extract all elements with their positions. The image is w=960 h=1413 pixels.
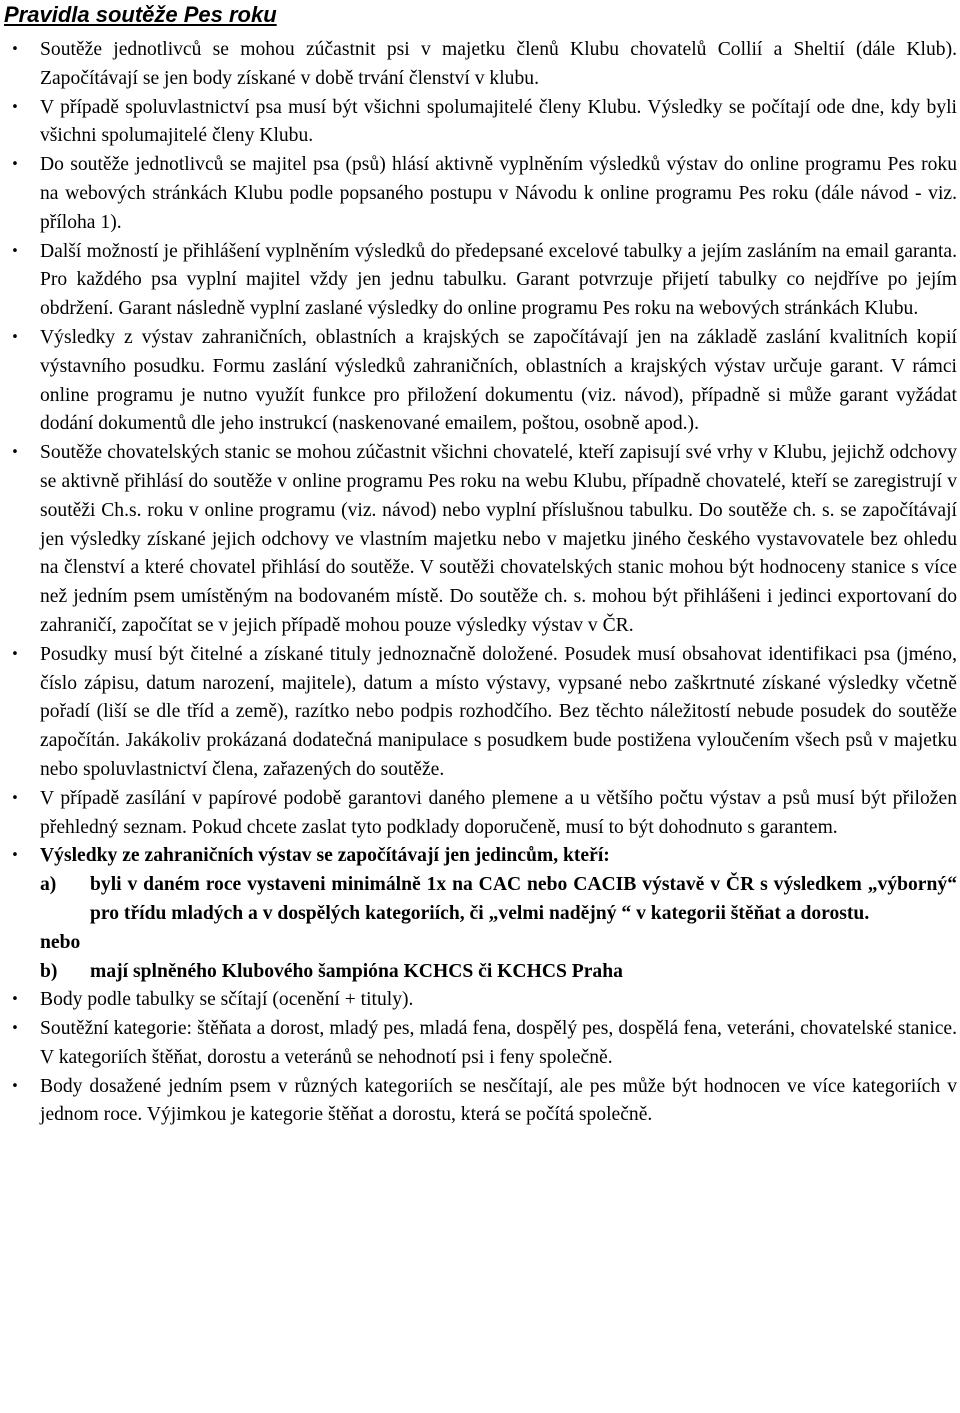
condition-a-marker: a) bbox=[40, 874, 57, 896]
bullet-icon: • bbox=[11, 329, 19, 345]
list-item bbox=[4, 439, 957, 641]
list-item bbox=[4, 238, 957, 324]
rule-text: Do soutěže jednotlivců se majitel psa (psů) hlásí aktivně vyplněním výsledků výstav do online programu Pes roku na webových stránkách Klubu podle popsaného postupu v Návodu k online programu Pes roku (dále návod - viz. příloha 1). bbox=[40, 154, 957, 233]
condition-a-text: byli v daném roce vystaveni minimálně 1x na CAC nebo CACIB výstavě v ČR s výsledkem „výborný“ pro třídu mladých a v dospělých kategoriích, či „velmi nadějný “ v kategorii štěňat a dorostu. bbox=[90, 874, 957, 924]
bullet-icon: • bbox=[11, 42, 19, 57]
rule-text: Soutěže jednotlivců se mohou zúčastnit psi v majetku členů Klubu chovatelů Collií a Sheltií (dále Klub). Započítávají se jen body získané v době trvání členství v klubu. bbox=[40, 39, 957, 89]
condition-or: nebo bbox=[40, 931, 81, 953]
bullet-icon: • bbox=[11, 992, 19, 1008]
list-item bbox=[4, 785, 957, 843]
bullet-icon: • bbox=[11, 445, 19, 461]
bullet-icon: • bbox=[11, 157, 19, 173]
foreign-results-item bbox=[4, 842, 957, 871]
rules-list bbox=[4, 36, 957, 1130]
bullet-icon: • bbox=[11, 790, 19, 806]
condition-a bbox=[4, 871, 957, 929]
rule-text: Body dosažené jedním psem v různých kategoriích se nesčítají, ale pes může být hodnocen ve více kategoriích v jednom roce. Výjimkou je kategorie štěňat a dorostu, která se počítá společně. bbox=[40, 1075, 957, 1126]
condition-b-text: mají splněného Klubového šampióna KCHCS či KCHCS Praha bbox=[90, 960, 623, 982]
rule-text: Další možností je přihlášení vyplněním výsledků do předepsané excelové tabulky a jejím zasláním na email garanta. Pro každého psa vyplní majitel vždy jen jednu tabulku. Garant potvrzuje přijetí tabulky co nejdříve po jejím obdržení. Garant následně vyplní zaslané výsledky do online programu Pes roku na webových stránkách Klubu. bbox=[40, 240, 957, 320]
list-item bbox=[4, 151, 957, 237]
list-item bbox=[4, 986, 957, 1015]
rule-text: Posudky musí být čitelné a získané tituly jednoznačně doložené. Posudek musí obsahovat identifikaci psa (jméno, číslo zápisu, datum narození, majitele), datum a místo výstavy, vypsané nebo zaškrtnuté získané výsledky včetně pořadí (liší se dle tříd a země), razítko nebo podpis rozhodčího. Bez těchto náležitostí nebude posudek do soutěže započítán. Jakákoliv prokázaná dodatečná manipulace s posudkem bude postižena vyloučením všech psů v majetku nebo spoluvlastnictví člena, zařazených do soutěže. bbox=[40, 643, 957, 780]
list-item bbox=[4, 1015, 957, 1073]
rule-text: Body podle tabulky se sčítají (ocenění + tituly). bbox=[40, 989, 414, 1011]
bullet-icon: • bbox=[11, 848, 19, 864]
bullet-icon: • bbox=[11, 1078, 19, 1094]
bullet-icon: • bbox=[11, 243, 19, 259]
rule-text: V případě zasílání v papírové podobě garantovi daného plemene a u většího počtu výstav a psů musí být přiložen přehledný seznam. Pokud chcete zaslat tyto podklady doporučeně, musí to být dohodnuto s garantem. bbox=[40, 787, 957, 838]
rule-text: Soutěžní kategorie: štěňata a dorost, mladý pes, mladá fena, dospělý pes, dospělá fena, veteráni, chovatelské stanice. V kategoriích štěňat, dorostu a veteránů se nehodnotí psi i feny společně. bbox=[40, 1018, 957, 1068]
rule-text: V případě spoluvlastnictví psa musí být všichni spolumajitelé členy Klubu. Výsledky se počítají ode dne, kdy byli všichni spolumajitelé členy Klubu. bbox=[40, 96, 957, 147]
list-item bbox=[4, 641, 957, 785]
list-item bbox=[4, 36, 957, 94]
rule-text: Výsledky z výstav zahraničních, oblastních a krajských se započítávají jen na základě zaslání kvalitních kopií výstavního posudku. Formu zaslání výsledků zahraničních, oblastních a krajských výstav určuje garant. V rámci online programu je nutno využít funkce pro přiložení dokumentu (viz. návod), případně si může garant vyžádat dodání dokumentů dle jeho instrukcí (naskenované emailem, poštou, osobně apod.). bbox=[40, 326, 957, 435]
document-title: Pravidla soutěže Pes roku bbox=[4, 2, 277, 27]
bullet-icon: • bbox=[11, 1021, 19, 1037]
foreign-results-heading: Výsledky ze zahraničních výstav se započítávají jen jedincům, kteří: bbox=[40, 845, 610, 867]
list-item bbox=[4, 324, 957, 439]
condition-b-marker: b) bbox=[40, 960, 58, 982]
condition-b bbox=[4, 958, 957, 987]
list-item bbox=[4, 1073, 957, 1131]
bullet-icon: • bbox=[11, 646, 19, 662]
list-item bbox=[4, 94, 957, 152]
rule-text: Soutěže chovatelských stanic se mohou zúčastnit všichni chovatelé, kteří zapisují své vrhy v Klubu, jejichž odchovy se aktivně přihlásí do soutěže v online programu Pes roku na webu Klubu, případně chovatelé, kteří se zaregistrují v soutěži Ch.s. roku v online programu (viz. návod) nebo vyplní příslušnou tabulku. Do soutěže ch. s. se započítávají jen výsledky získané jejich odchovy ve vlastním majetku nebo v majetku jiného českého vystavovatele bez ohledu na členství a které chovatel přihlásí do soutěže. V soutěži chovatelských stanic mohou být hodnoceny stanice s více než jedním psem umístěným na bodovaném místě. Do soutěže ch. s. mohou být přihlášeni i jedinci exportovaní do zahraničí, započítat se v jejich případě mohou pouze výsledky výstav v ČR. bbox=[40, 442, 957, 636]
bullet-icon: • bbox=[11, 99, 19, 115]
foreign-results-conditions bbox=[4, 871, 957, 986]
